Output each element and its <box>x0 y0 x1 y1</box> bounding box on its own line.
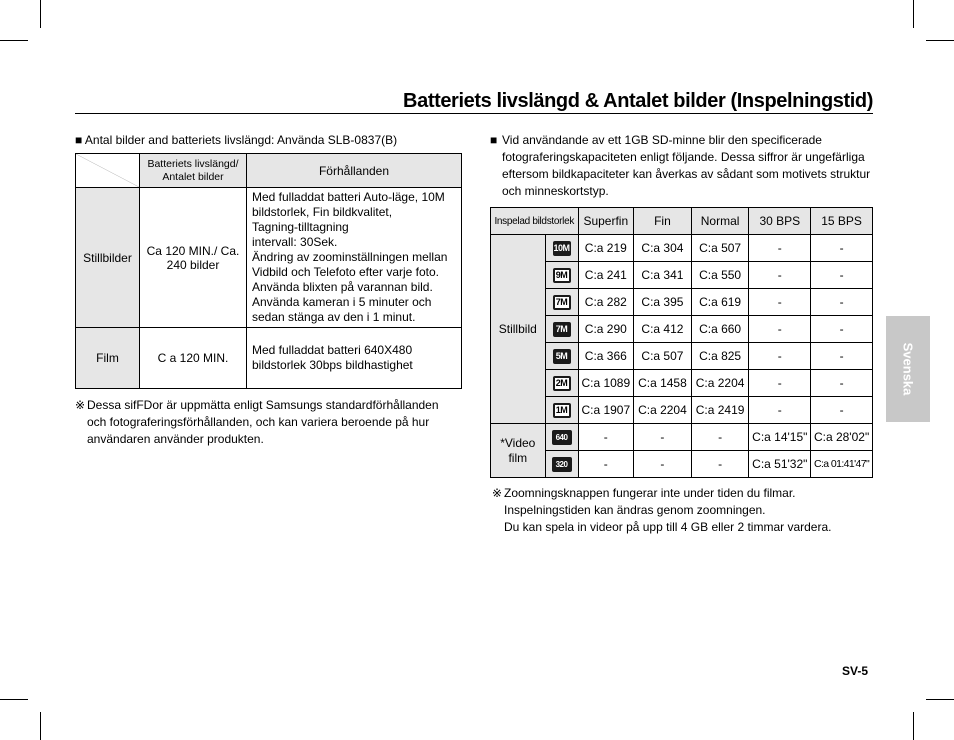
table-cell: - <box>811 316 873 343</box>
table-cell: - <box>634 424 692 451</box>
reference-mark-icon: ※ <box>75 398 86 412</box>
table-cell: - <box>634 451 692 478</box>
table-cell: - <box>578 424 634 451</box>
header-normal: Normal <box>691 208 749 235</box>
footnote-line: och fotograferingsförhållanden, och kan variera beroende på hur <box>87 415 430 429</box>
table-cell: - <box>811 235 873 262</box>
table-cell: - <box>749 235 811 262</box>
language-tab <box>886 316 930 422</box>
header-fin: Fin <box>634 208 692 235</box>
square-bullet-icon: ■ <box>75 133 83 147</box>
table-cell: - <box>691 451 749 478</box>
condition-line: Ändring av zoominställningen mellan <box>252 250 448 264</box>
crop-mark <box>926 699 954 700</box>
battery-life-table <box>75 153 462 389</box>
left-footnote <box>75 397 475 448</box>
right-intro <box>490 132 890 200</box>
footnote-line: Dessa sifFDor är uppmätta enligt Samsungs standardförhållanden <box>87 398 439 412</box>
square-bullet-icon: ■ <box>490 133 498 147</box>
table-cell: - <box>749 370 811 397</box>
right-footnote <box>492 485 892 536</box>
table-cell: C:a 241 <box>578 262 634 289</box>
table-cell: C:a 660 <box>691 316 749 343</box>
crop-mark <box>0 40 28 41</box>
table-cell: C:a 395 <box>634 289 692 316</box>
capacity-table <box>490 207 873 478</box>
table-cell: - <box>749 397 811 424</box>
row-value-film: C a 120 MIN. <box>140 328 247 389</box>
table-cell: C:a 51'32" <box>749 451 811 478</box>
video-320-icon: 320 <box>552 457 572 472</box>
crop-mark <box>926 40 954 41</box>
intro-line: och minneskortstyp. <box>502 184 609 198</box>
size-9m-icon: 9M <box>553 268 571 283</box>
table-cell: - <box>811 289 873 316</box>
header-superfin: Superfin <box>578 208 634 235</box>
row-condition-film <box>247 328 462 389</box>
table-cell: C:a 341 <box>634 262 692 289</box>
footnote-line: användaren använder produkten. <box>87 432 264 446</box>
table-cell: C:a 290 <box>578 316 634 343</box>
condition-line: Med fulladdat batteri 640X480 <box>252 343 413 357</box>
table-cell: C:a 366 <box>578 343 634 370</box>
intro-line: Vid användande av ett 1GB SD-minne blir den specificerade <box>502 133 822 147</box>
table-cell: C:a 282 <box>578 289 634 316</box>
table-cell: - <box>811 343 873 370</box>
row-label-stillbilder: Stillbilder <box>76 188 140 328</box>
footnote-line: Du kan spela in videor på upp till 4 GB eller 2 timmar vardera. <box>504 520 832 534</box>
row-value-stillbilder: Ca 120 MIN./ Ca. 240 bilder <box>140 188 247 328</box>
reference-mark-icon: ※ <box>492 486 503 500</box>
table-cell: - <box>578 451 634 478</box>
crop-mark <box>40 712 41 740</box>
row-label-film: Film <box>76 328 140 389</box>
video-640-icon: 640 <box>552 430 572 445</box>
crop-mark <box>0 699 28 700</box>
table-cell: C:a 01:41'47" <box>811 451 873 478</box>
header-15bps: 15 BPS <box>811 208 873 235</box>
diagonal-header-cell <box>76 154 140 188</box>
table-cell: C:a 619 <box>691 289 749 316</box>
table-cell: C:a 1089 <box>578 370 634 397</box>
table-cell: C:a 28'02" <box>811 424 873 451</box>
condition-line: sedan stänga av den i 1 minut. <box>252 310 416 324</box>
size-7m-icon: 7M <box>553 295 571 310</box>
table-cell: C:a 2419 <box>691 397 749 424</box>
footnote-line: Inspelningstiden kan ändras genom zoomningen. <box>504 503 766 517</box>
condition-line: Tagning-tilltagning <box>252 220 349 234</box>
table-cell: C:a 2204 <box>634 397 692 424</box>
condition-line: Använda kameran i 5 minuter och <box>252 295 432 309</box>
table-cell: C:a 825 <box>691 343 749 370</box>
left-heading <box>75 132 475 149</box>
header-conditions: Förhållanden <box>247 154 462 188</box>
table-cell: C:a 412 <box>634 316 692 343</box>
table-cell: - <box>691 424 749 451</box>
size-2m-icon: 2M <box>553 376 571 391</box>
table-cell: C:a 507 <box>691 235 749 262</box>
size-10m-icon: 10M <box>553 241 571 256</box>
page-title: Batteriets livslängd & Antalet bilder (Inspelningstid) <box>403 90 873 112</box>
group-label-video: *Video film <box>491 424 546 478</box>
table-cell: - <box>749 262 811 289</box>
size-1m-icon: 1M <box>553 403 571 418</box>
row-condition-stillbilder <box>247 188 462 328</box>
table-cell: C:a 14'15" <box>749 424 811 451</box>
table-cell: C:a 219 <box>578 235 634 262</box>
table-cell: - <box>811 397 873 424</box>
crop-mark <box>913 712 914 740</box>
condition-line: intervall: 30Sek. <box>252 235 338 249</box>
table-cell: - <box>749 289 811 316</box>
language-tab-label: Svenska <box>900 342 916 396</box>
table-cell: C:a 2204 <box>691 370 749 397</box>
header-recorded-size: Inspelad bildstorlek <box>491 208 579 235</box>
table-cell: C:a 304 <box>634 235 692 262</box>
table-cell: C:a 1458 <box>634 370 692 397</box>
intro-line: eftersom bildkapaciteter kan åverkas av sådant som motivets struktur <box>502 167 871 181</box>
page-number: SV-5 <box>842 664 869 678</box>
table-cell: - <box>749 343 811 370</box>
size-5m-icon: 5M <box>553 349 571 364</box>
condition-line: Vidbild och Telefoto efter varje foto. <box>252 265 440 279</box>
condition-line: Med fulladdat batteri Auto-läge, 10M <box>252 190 445 204</box>
table-cell: - <box>749 316 811 343</box>
table-cell: C:a 507 <box>634 343 692 370</box>
crop-mark <box>40 0 41 28</box>
condition-line: Använda blixten på varannan bild. <box>252 280 433 294</box>
crop-mark <box>913 0 914 28</box>
intro-line: fotograferingskapaciteten enligt följande. Dessa siffror är ungefärliga <box>502 150 865 164</box>
title-rule <box>75 88 873 114</box>
table-cell: - <box>811 262 873 289</box>
condition-line: bildstorlek, Fin bildkvalitet, <box>252 205 393 219</box>
header-battery-life: Batteriets livslängd/ Antalet bilder <box>140 154 247 188</box>
table-cell: - <box>811 370 873 397</box>
size-7m-wide-icon: 7M <box>553 322 571 337</box>
group-label-stillbild: Stillbild <box>491 235 546 424</box>
left-heading-text: Antal bilder and batteriets livslängd: Använda SLB-0837(B) <box>84 133 398 147</box>
header-30bps: 30 BPS <box>749 208 811 235</box>
table-cell: C:a 1907 <box>578 397 634 424</box>
footnote-line: Zoomningsknappen fungerar inte under tiden du filmar. <box>504 486 796 500</box>
table-cell: C:a 550 <box>691 262 749 289</box>
condition-line: bildstorlek 30bps bildhastighet <box>252 358 413 372</box>
